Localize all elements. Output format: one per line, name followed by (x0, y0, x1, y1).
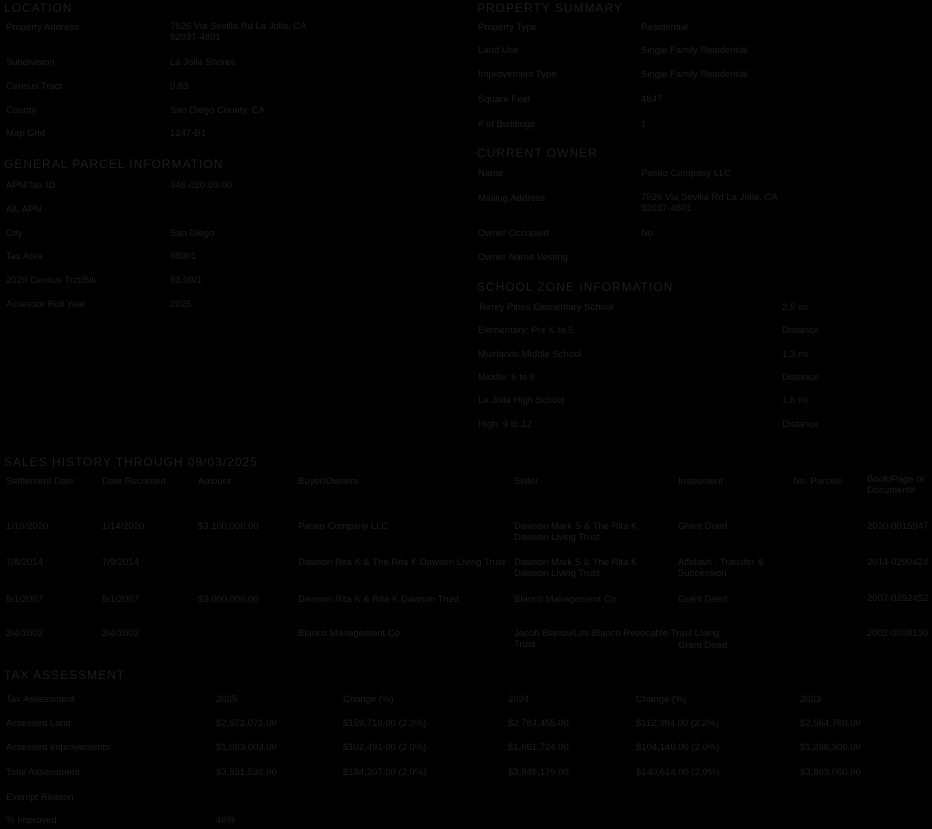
table-cell: 46% (216, 815, 236, 826)
table-cell: $159,716.00 (2.3%) (343, 718, 427, 729)
row-value: 7526 Via Sevilla Rd La Jolla, CA 92037-4801 (170, 21, 307, 43)
table-cell: 2/4/2002 (6, 628, 43, 639)
row-label: Alt. APN (6, 204, 42, 215)
table-cell: Assessed Land (6, 718, 71, 729)
location-heading: LOCATION (4, 1, 73, 15)
table-cell: 5/1/2007 (6, 594, 43, 605)
row-value: 0.83 (170, 81, 189, 92)
table-cell: $104,140.00 (2.0%) (636, 742, 720, 753)
table-cell: Grant Deed (678, 521, 728, 532)
col-header: 2024 (508, 694, 530, 705)
table-cell: $3,846,179.00 (508, 767, 569, 778)
table-cell: $1,298,300.00 (800, 742, 861, 753)
col-header: Seller (514, 476, 539, 487)
row-label: Property Type (478, 22, 537, 33)
row-label: Assessor Roll Year (6, 299, 86, 310)
sales-heading: SALES HISTORY THROUGH 09/03/2025 (4, 455, 258, 469)
row-label: Land Use (478, 45, 519, 56)
row-label: Mailing Address (478, 193, 546, 204)
table-cell: Grant Deed (678, 594, 728, 605)
row-value: Distance (782, 372, 819, 383)
owner-heading: CURRENT OWNER (477, 146, 598, 160)
col-header: Change (%) (636, 694, 687, 705)
row-value: 1.3 mi (782, 349, 808, 360)
row-value: 4847 (641, 94, 663, 105)
table-cell: $3,531,536.00 (216, 767, 277, 778)
table-cell: $140,614.00 (2.0%) (636, 767, 720, 778)
row-label: County (6, 105, 37, 116)
row-value: La Jolla Shores (170, 57, 236, 68)
row-label: Muirlands Middle School (478, 349, 582, 360)
row-value: Distance (782, 419, 819, 430)
row-value: 7526 Via Sevilla Rd La Jolla, CA 92037-4801 (641, 192, 778, 214)
table-cell: $2,564,760.00 (800, 718, 861, 729)
col-header: Buyer/Owners (298, 476, 359, 487)
table-cell: Grant Deed (678, 640, 728, 651)
table-cell: 1/10/2020 (6, 521, 49, 532)
row-value: 2.5 mi (782, 302, 808, 313)
row-value: 83.00/1 (170, 275, 202, 286)
row-label: Middle: 6 to 8 (478, 372, 536, 383)
row-value: San Diego (170, 228, 215, 239)
table-cell: 7/9/2014 (102, 557, 139, 568)
col-header: Settlement Date (6, 476, 75, 487)
table-cell: 2/4/2002 (102, 628, 139, 639)
row-value: No (641, 228, 654, 239)
table-cell: $3,000,000.00 (198, 594, 259, 605)
table-cell: $2,784,455.00 (508, 718, 569, 729)
row-value: San Diego County, CA (170, 105, 265, 116)
row-label: # of Buildings (478, 119, 536, 130)
row-label: Torrey Pines Elementary School (478, 302, 614, 313)
row-label: Owner Name Vesting (478, 252, 568, 263)
row-label: Tax Area (6, 251, 43, 262)
row-label: City (6, 228, 23, 239)
table-cell: Affidavit - Transfer & Succession (678, 557, 764, 579)
table-cell: 2002-0098130 (867, 628, 929, 639)
table-cell: Assessed Improvements (6, 742, 111, 753)
col-header: No. Parcels (793, 476, 843, 487)
row-value: Residential (641, 22, 688, 33)
table-cell: Dawson Rita K & The Rita K Dawson Living Trust (298, 557, 506, 568)
table-cell: 2014-0290424 (867, 557, 929, 568)
row-value: 1.6 mi (782, 395, 808, 406)
row-value: 2025 (170, 299, 192, 310)
col-header: 2023 (800, 694, 822, 705)
table-cell: 1/14/2020 (102, 521, 145, 532)
table-cell: $102,491.00 (2.0%) (343, 742, 427, 753)
table-cell: % Improved (6, 815, 57, 826)
table-cell: Total Assessment (6, 767, 80, 778)
row-value: Single Family Residential (641, 45, 748, 56)
row-label: Census Tract (6, 81, 62, 92)
table-cell: Blanco Management Co (514, 594, 616, 605)
table-cell: $184,207.00 (2.0%) (343, 767, 427, 778)
col-header: Instrument (678, 476, 723, 487)
table-cell: Blanco Management Co (298, 628, 400, 639)
row-label: 2020 Census Trct/Blk (6, 275, 97, 286)
table-cell: Paseo Company LLC (298, 521, 389, 532)
col-header: Amount (198, 476, 231, 487)
row-label: High: 9 to 12 (478, 419, 532, 430)
row-value: 08001 (170, 251, 197, 262)
table-cell: 7/8/2014 (6, 557, 43, 568)
row-value: Paseo Company LLC (641, 168, 732, 179)
table-cell: $3,100,000.00 (198, 521, 259, 532)
row-label: Property Address (6, 22, 79, 33)
table-cell: Jacob Blanco/Les Blanco Revocable Trust Living Trust (514, 628, 720, 650)
row-label: Square Feet (478, 94, 531, 105)
table-cell: Dawson Mark S & The Rita K Dawson Living Trust (514, 557, 638, 579)
table-cell: Exempt Reason (6, 792, 74, 803)
row-value: 1247-B1 (170, 128, 206, 139)
row-value: 1 (641, 119, 647, 130)
table-cell: $112,384.00 (2.2%) (636, 718, 719, 729)
table-cell: $2,672,071.00 (216, 718, 277, 729)
col-header: Date Recorded (102, 476, 166, 487)
col-header: Tax Assessment (6, 694, 75, 705)
table-cell: $3,863,060.00 (800, 767, 861, 778)
summary-heading: PROPERTY SUMMARY (477, 1, 624, 15)
col-header: Change (%) (343, 694, 394, 705)
table-cell: Dawson Mark S & The Rita K Dawson Living Trust (514, 521, 638, 543)
row-label: Elementary: Pre K to 5 (478, 325, 574, 336)
table-cell: 5/1/2007 (102, 594, 139, 605)
row-label: Map Grid (6, 128, 46, 139)
row-value: Distance (782, 325, 819, 336)
table-cell: Dawson Rita K & Rita K Dawson Trust (298, 594, 460, 605)
table-cell: $1,061,724.00 (508, 742, 569, 753)
row-label: Improvement Type (478, 69, 557, 80)
table-cell: $1,083,003.00 (216, 742, 277, 753)
school-heading: SCHOOL ZONE INFORMATION (477, 280, 674, 294)
col-header: 2025 (216, 694, 238, 705)
row-label: La Jolla High School (478, 395, 565, 406)
col-header: Book/Page or Document# (867, 474, 925, 496)
general-heading: GENERAL PARCEL INFORMATION (4, 157, 224, 171)
tax-heading: TAX ASSESSMENT (4, 668, 126, 682)
table-cell: 2007-0292452 (867, 593, 929, 604)
row-value: 346-020-03-00 (170, 180, 233, 191)
table-cell: 2020-0015947 (867, 521, 929, 532)
row-label: Name (478, 168, 504, 179)
row-value: Single Family Residential (641, 69, 748, 80)
row-label: Owner Occupied (478, 228, 549, 239)
row-label: APN/Tax ID (6, 180, 56, 191)
row-label: Subdivision (6, 57, 55, 68)
